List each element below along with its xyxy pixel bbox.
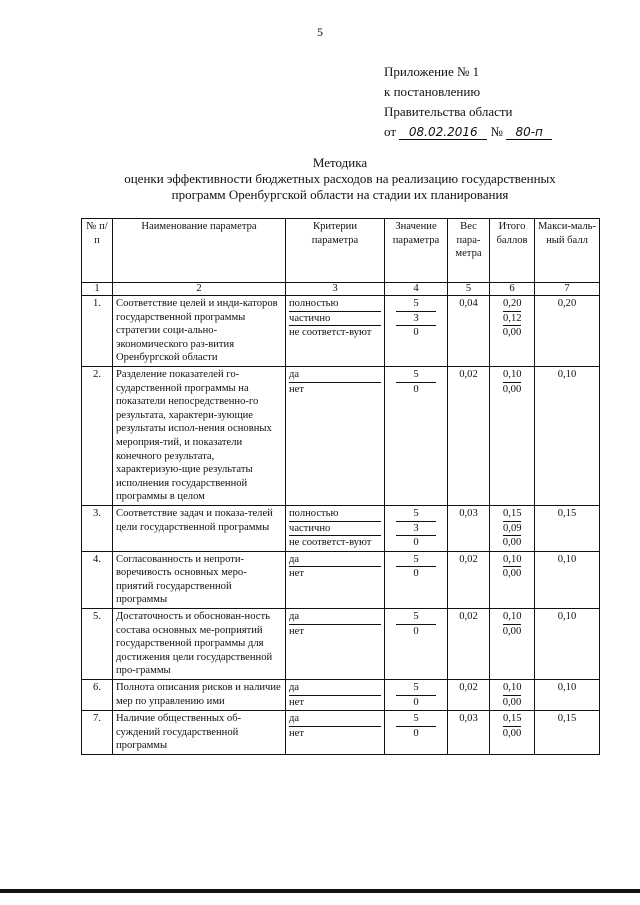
weight-cell: 0,04: [448, 296, 490, 367]
title-line-2: оценки эффективности бюджетных расходов на реализацию государственных: [124, 171, 556, 186]
header-cell-num: № п/п: [82, 219, 113, 283]
max-score: 0,15: [535, 505, 600, 551]
parameter-value: 3: [396, 522, 436, 537]
value-cell: [385, 551, 448, 608]
table-row: [82, 711, 600, 755]
value-cell: [385, 296, 448, 367]
criterion: не соответст-вуют: [289, 327, 372, 339]
row-number: 6.: [82, 680, 113, 711]
row-number: 1.: [82, 296, 113, 367]
max-score: 0,10: [535, 680, 600, 711]
criterion: нет: [289, 696, 305, 708]
column-number: 4: [385, 283, 448, 296]
parameter-value: 5: [396, 297, 436, 312]
criterion: нет: [289, 727, 305, 739]
criteria-cell: [286, 366, 385, 505]
parameter-value: 5: [396, 553, 436, 568]
column-number: 6: [490, 283, 535, 296]
date-prefix: от: [384, 124, 397, 139]
row-number: 5.: [82, 609, 113, 680]
parameter-name: Наличие общественных об-суждений государственной программы: [113, 711, 286, 755]
total-score: 0,15: [503, 712, 521, 727]
appendix-line-1: Приложение № 1: [384, 64, 480, 79]
parameter-value: 0: [413, 625, 419, 637]
total-score: 0,09: [503, 522, 521, 537]
header-cell-total: Итого баллов: [490, 219, 535, 283]
total-score: 0,10: [503, 368, 521, 383]
value-cell: [385, 366, 448, 505]
number-prefix: №: [490, 124, 503, 139]
criterion: нет: [289, 625, 305, 637]
handwritten-number: 80-п: [506, 125, 552, 140]
criteria-cell: [286, 551, 385, 608]
total-score: 0,00: [502, 537, 522, 549]
parameter-value: 0: [413, 383, 419, 395]
weight-cell: 0,03: [448, 505, 490, 551]
value-cell: [385, 711, 448, 755]
total-score: 0,15: [503, 507, 521, 522]
weight-cell: 0,02: [448, 366, 490, 505]
evaluation-table: [81, 218, 600, 755]
header-cell-max: Макси-маль-ный балл: [535, 219, 600, 283]
column-number: 3: [286, 283, 385, 296]
page-number: 5: [317, 25, 323, 39]
total-score: 0,10: [503, 681, 521, 696]
criteria-cell: [286, 711, 385, 755]
value-cell: [385, 609, 448, 680]
max-score: 0,20: [535, 296, 600, 367]
table-row: [82, 296, 600, 367]
parameter-value: 0: [413, 727, 419, 739]
max-score: 0,10: [535, 609, 600, 680]
row-number: 3.: [82, 505, 113, 551]
criterion: да: [289, 681, 381, 696]
weight-cell: 0,02: [448, 551, 490, 608]
table-header-row: [82, 219, 600, 283]
header-cell-name: Наименование параметра: [113, 219, 286, 283]
column-number: 7: [535, 283, 600, 296]
table-row: [82, 366, 600, 505]
total-score: 0,00: [502, 625, 522, 637]
column-number: 1: [82, 283, 113, 296]
total-score: 0,00: [502, 727, 522, 739]
appendix-line-3: Правительства области: [384, 104, 513, 119]
total-cell: [490, 505, 535, 551]
parameter-name: Разделение показателей го-сударственной программы на показатели непосредственно-го результата, характери-зующие результаты испол-нения основных мероприя-тий, и показатели конечного результата, характеризую-щие результаты исполнения государственной программы в целом: [113, 366, 286, 505]
column-number-row: [82, 283, 600, 296]
column-number: 5: [448, 283, 490, 296]
criterion: полностью: [289, 507, 381, 522]
parameter-name: Полнота описания рисков и наличие мер по управлению ими: [113, 680, 286, 711]
column-number: 2: [113, 283, 286, 296]
parameter-name: Достаточность и обоснован-ность состава основных ме-роприятий государственной программы для достижения цели государственной про-граммы: [113, 609, 286, 680]
total-cell: [490, 366, 535, 505]
total-cell: [490, 680, 535, 711]
table-row: [82, 505, 600, 551]
value-cell: [385, 680, 448, 711]
parameter-value: 5: [396, 610, 436, 625]
row-number: 2.: [82, 366, 113, 505]
page-bottom-rule: [0, 889, 640, 893]
max-score: 0,10: [535, 366, 600, 505]
table-row: [82, 609, 600, 680]
table-row: [82, 551, 600, 608]
header-cell-criteria: Критерии параметра: [286, 219, 385, 283]
max-score: 0,10: [535, 551, 600, 608]
total-score: 0,10: [503, 610, 521, 625]
row-number: 4.: [82, 551, 113, 608]
document-title: [70, 155, 610, 203]
criterion: да: [289, 610, 381, 625]
criteria-cell: [286, 609, 385, 680]
parameter-value: 0: [413, 696, 419, 708]
row-number: 7.: [82, 711, 113, 755]
parameter-value: 0: [413, 327, 419, 339]
total-cell: [490, 296, 535, 367]
appendix-date-line: [384, 122, 552, 142]
criterion: да: [289, 368, 381, 383]
criterion: полностью: [289, 297, 381, 312]
parameter-value: 0: [413, 537, 419, 549]
weight-cell: 0,02: [448, 680, 490, 711]
total-cell: [490, 551, 535, 608]
title-line-3: программ Оренбургской области на стадии их планирования: [171, 187, 509, 202]
appendix-block: [384, 62, 552, 142]
parameter-name: Соответствие целей и инди-каторов государственной программы стратегии соци-ально-экономического раз-вития Оренбургской области: [113, 296, 286, 367]
criterion: нет: [289, 568, 305, 580]
title-line-1: Методика: [312, 155, 368, 170]
table-row: [82, 680, 600, 711]
weight-cell: 0,02: [448, 609, 490, 680]
handwritten-date: 08.02.2016: [399, 125, 487, 140]
criterion: да: [289, 712, 381, 727]
max-score: 0,15: [535, 711, 600, 755]
header-cell-weight: Вес пара-метра: [448, 219, 490, 283]
total-score: 0,00: [502, 383, 522, 395]
criteria-cell: [286, 680, 385, 711]
criteria-cell: [286, 505, 385, 551]
total-score: 0,20: [503, 297, 521, 312]
criterion: частично: [289, 312, 381, 327]
appendix-line-2: к постановлению: [384, 84, 481, 99]
parameter-value: 3: [396, 312, 436, 327]
header-cell-value: Значение параметра: [385, 219, 448, 283]
parameter-name: Согласованность и непроти-воречивость основных меро-приятий государственной программы: [113, 551, 286, 608]
total-score: 0,00: [502, 327, 522, 339]
parameter-value: 5: [396, 368, 436, 383]
parameter-name: Соответствие задач и показа-телей цели государственной программы: [113, 505, 286, 551]
total-score: 0,12: [503, 312, 521, 327]
total-cell: [490, 609, 535, 680]
parameter-value: 0: [413, 568, 419, 580]
total-score: 0,00: [502, 696, 522, 708]
weight-cell: 0,03: [448, 711, 490, 755]
total-cell: [490, 711, 535, 755]
total-score: 0,00: [502, 568, 522, 580]
criterion: частично: [289, 522, 381, 537]
total-score: 0,10: [503, 553, 521, 568]
criteria-cell: [286, 296, 385, 367]
criterion: да: [289, 553, 381, 568]
criterion: не соответст-вуют: [289, 537, 372, 549]
parameter-value: 5: [396, 507, 436, 522]
parameter-value: 5: [396, 712, 436, 727]
parameter-value: 5: [396, 681, 436, 696]
value-cell: [385, 505, 448, 551]
criterion: нет: [289, 383, 305, 395]
